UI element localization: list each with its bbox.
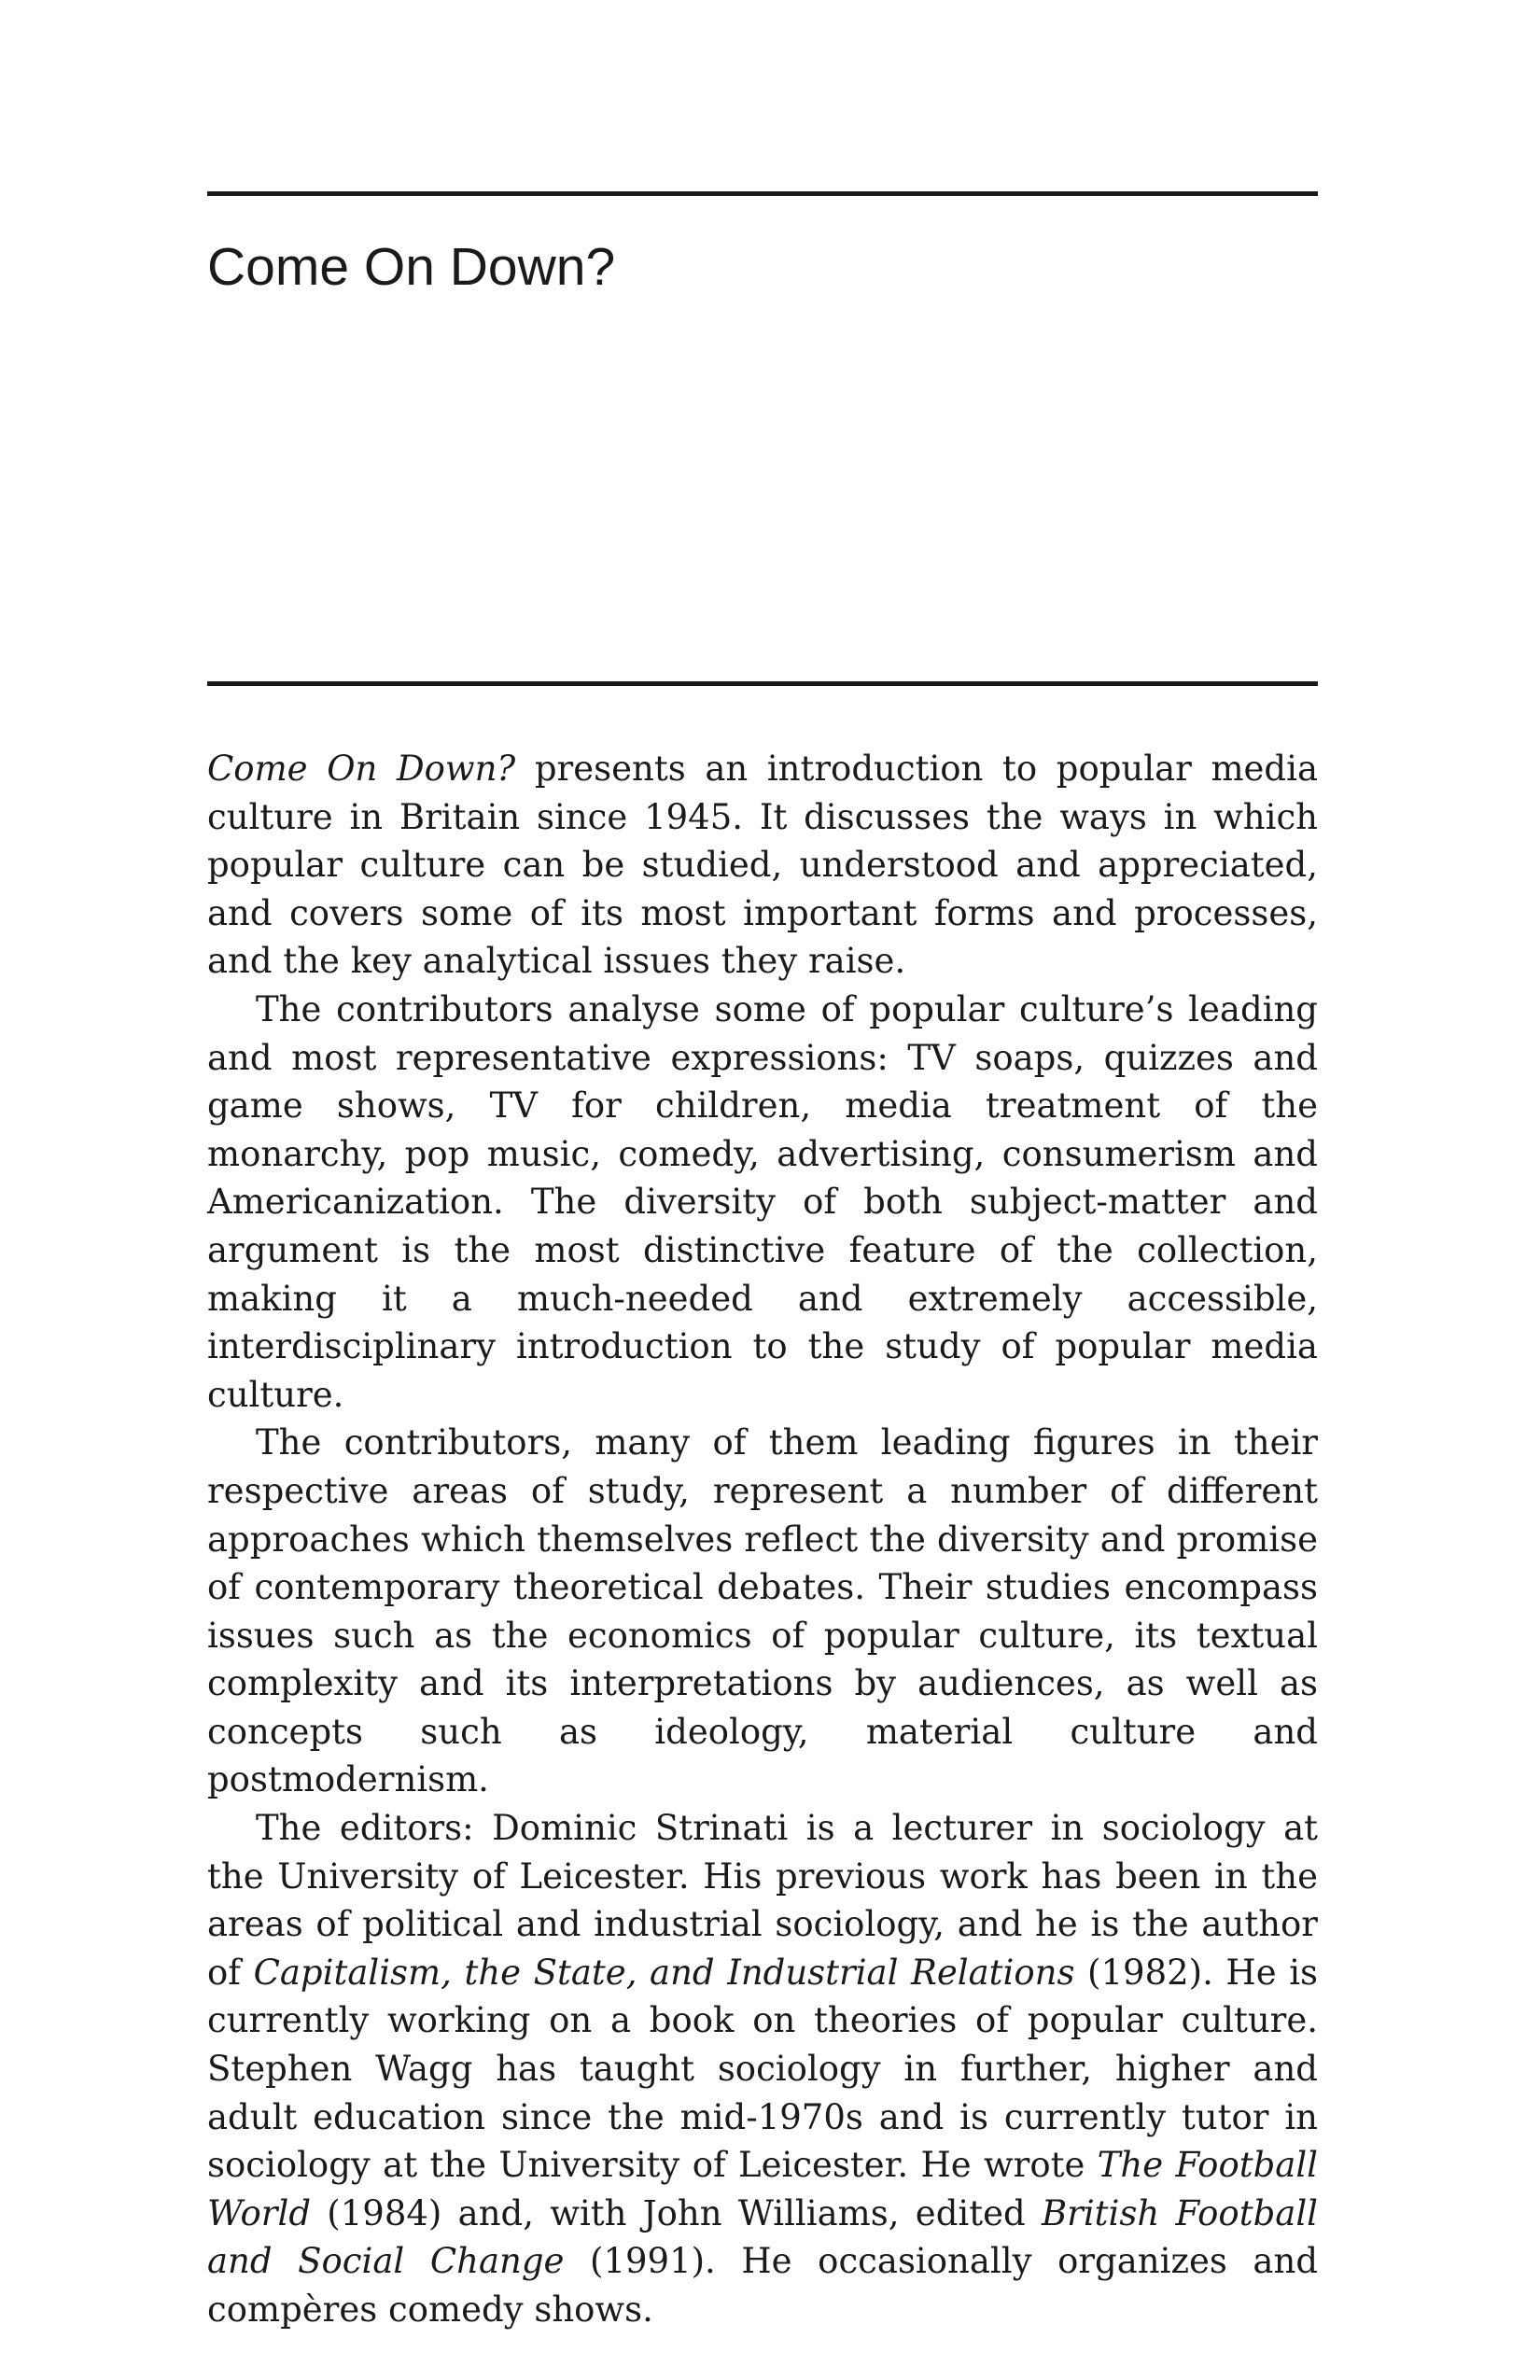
text-run: The contributors, many of them leading figures in their respective areas of study, represent a number of different approaches which themselves reflect the diversity and promise of contemporary theoretical debates. Their studies encompass issues such as the economics of popular culture, its textual complexity and its interpretations by audiences, as well as concepts such as ideology, material culture and postmodernism. — [207, 1422, 1318, 1800]
paragraph-intro — [207, 745, 1318, 986]
top-rule — [207, 191, 1318, 196]
italic-title: British Football and Social Change — [207, 2192, 1318, 2282]
book-description — [207, 745, 1318, 2334]
text-run: (1982). He is currently working on a book on theories of popular culture. Stephen Wagg has taught sociology in further, higher and adult education since the mid-1970s and is currently tutor in sociology at the University of Leicester. He wrote — [207, 1952, 1319, 2186]
paragraph-contributors — [207, 1419, 1318, 1804]
text-run: presents an introduction to popular media culture in Britain since 1945. It discusses the ways in which popular culture can be studied, understood and appreciated, and covers some of its most important forms and processes, and the key analytical issues they raise. — [207, 749, 1318, 982]
text-run: (1991). He occasionally organizes and compères comedy shows. — [207, 2241, 1318, 2330]
bottom-rule — [207, 681, 1318, 686]
italic-title: The Football World — [207, 2145, 1318, 2233]
paragraph-editors — [207, 1804, 1318, 2334]
text-run: (1984) and, with John Williams, edited — [311, 2192, 1042, 2233]
book-title: Come On Down? — [207, 237, 616, 297]
italic-title: Come On Down? — [207, 749, 516, 789]
italic-title: Capitalism, the State, and Industrial Relations — [253, 1952, 1075, 1993]
text-run: The editors: Dominic Strinati is a lecturer in sociology at the University of Leicester. His previous work has been in the areas of political and industrial sociology, and he is the author of — [207, 1808, 1318, 1993]
text-run: The contributors analyse some of popular culture’s leading and most representative expressions: TV soaps, quizzes and game shows, TV for children, media treatment of the monarchy, pop music, comedy, advertising, consumerism and Americanization. The diversity of both subject-matter and argument is the most distinctive feature of the collection, making it a much-needed and extremely accessible, interdisciplinary introduction to the study of popular media culture. — [207, 988, 1318, 1415]
paragraph-contents — [207, 986, 1318, 1419]
